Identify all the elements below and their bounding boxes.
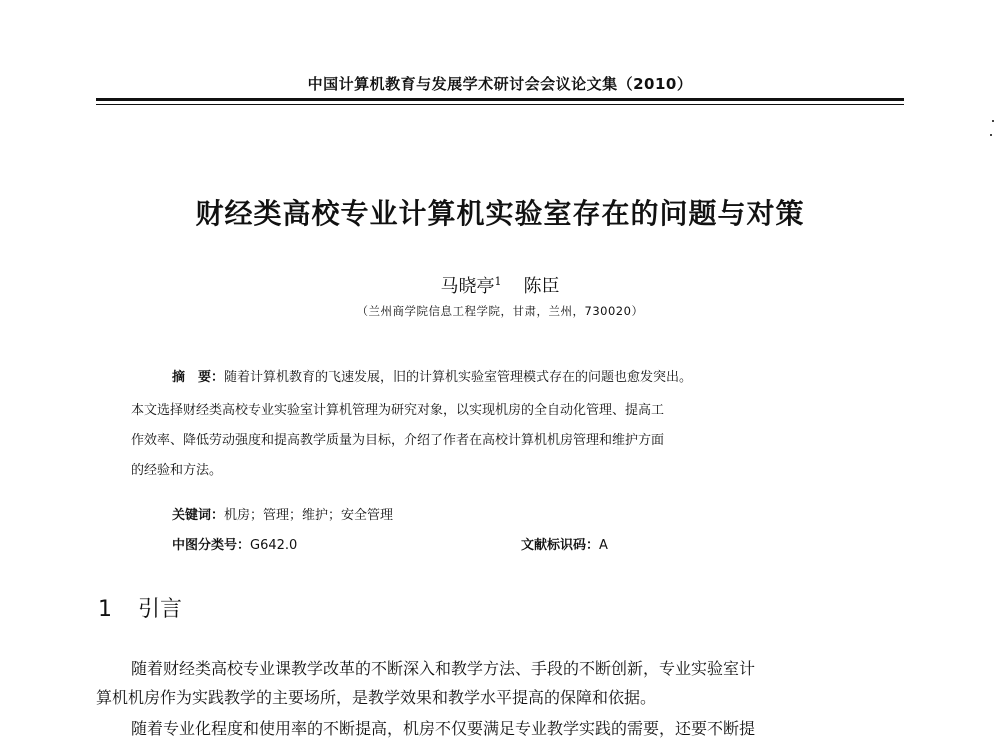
keywords-label: 关键词： bbox=[172, 508, 225, 523]
scan-speck bbox=[990, 134, 992, 136]
affiliation-marker: 1 bbox=[494, 275, 502, 288]
doc-value: A bbox=[599, 538, 608, 553]
abstract-line: 作效率、降低劳动强度和提高教学质量为目标，介绍了作者在高校计算机机房管理和维护方面 bbox=[131, 433, 665, 448]
running-header: 中国计算机教育与发展学术研讨会会议论文集（2010） bbox=[307, 75, 693, 93]
author-name: 马晓亭 bbox=[440, 276, 495, 297]
author-line bbox=[0, 272, 1000, 298]
clc-number bbox=[172, 533, 297, 558]
header-rule-thin bbox=[96, 104, 904, 105]
keywords-value: 机房；管理；维护；安全管理 bbox=[224, 508, 394, 523]
abstract-line: 本文选择财经类高校专业实验室计算机管理为研究对象，以实现机房的全自动化管理、提高工 bbox=[131, 403, 665, 418]
affiliation: （兰州商学院信息工程学院，甘肃，兰州，730020） bbox=[356, 304, 644, 318]
header-rule-thick bbox=[96, 98, 904, 101]
abstract-line: 的经验和方法。 bbox=[131, 463, 223, 478]
body-paragraph-line: 随着财经类高校专业课教学改革的不断深入和教学方法、手段的不断创新，专业实验室计 bbox=[131, 659, 756, 678]
author-name: 陈臣 bbox=[523, 276, 560, 297]
body-paragraph-line: 随着专业化程度和使用率的不断提高，机房不仅要满足专业教学实践的需要，还要不断提 bbox=[131, 719, 756, 738]
section-heading bbox=[98, 592, 182, 623]
body-paragraph-line: 算机机房作为实践教学的主要场所，是教学效果和教学水平提高的保障和依据。 bbox=[96, 688, 657, 707]
abstract-text: 随着计算机教育的飞速发展，旧的计算机实验室管理模式存在的问题也愈发突出。 bbox=[224, 370, 693, 385]
doc-label: 文献标识码： bbox=[521, 538, 600, 553]
section-number: 1 bbox=[98, 597, 112, 622]
section-title: 引言 bbox=[138, 597, 183, 622]
paper-title: 财经类高校专业计算机实验室存在的问题与对策 bbox=[195, 197, 805, 230]
scan-speck bbox=[992, 120, 994, 122]
document-code bbox=[521, 533, 608, 558]
keywords bbox=[172, 503, 393, 528]
clc-value: G642.0 bbox=[250, 538, 298, 553]
abstract-label: 摘 要： bbox=[172, 370, 225, 385]
abstract-line bbox=[172, 365, 692, 390]
clc-label: 中图分类号： bbox=[172, 538, 251, 553]
